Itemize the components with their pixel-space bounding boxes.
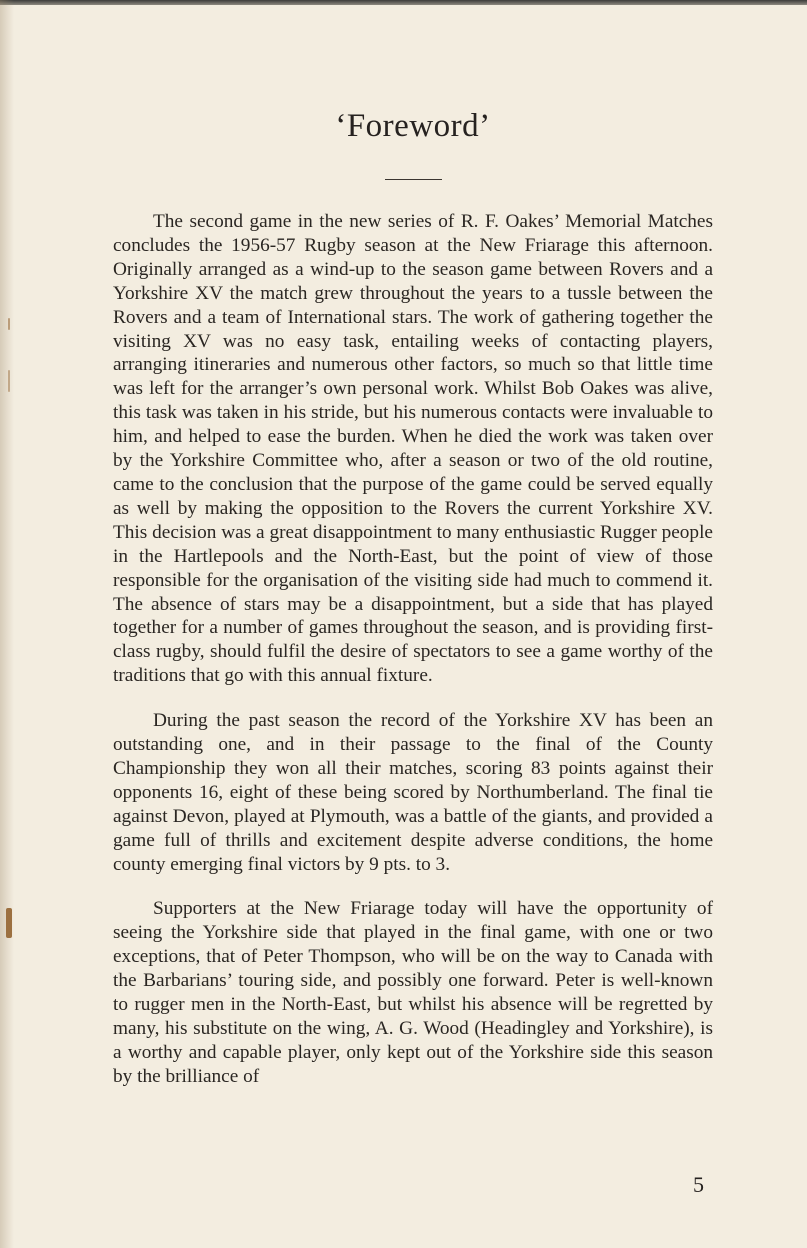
- paper-mark: [6, 908, 12, 938]
- title-rule: [385, 179, 442, 180]
- page-title: ‘Foreword’: [335, 108, 491, 144]
- binding-shadow: [0, 0, 14, 1248]
- page-number: 5: [693, 1172, 704, 1197]
- paragraph: During the past season the record of the Yorkshire XV has been an outstanding one, and in their passage to the final of the County Championship they won all their matches, scoring 83 points against their opponents 16, eight of these being scored by Northumberland. The final tie against Devon, played at Plymouth, was a battle of the giants, and provided a game full of thrills and excitement despite adverse conditions, the home county emerging final victors by 9 pts. to 3.: [113, 710, 713, 875]
- paragraph: Supporters at the New Friarage today will have the opportunity of seeing the Yorkshire side that played in the final game, with one or two exceptions, that of Peter Thompson, who will be on the way to Canada with the Barbarians’ touring side, and possibly one forward. Peter is well-known to rugger men in the North-East, but whilst his absence will be regretted by many, his substitute on the wing, A. G. Wood (Headingley and Yorkshire), is a worthy and capable player, only kept out of the Yorkshire side this season by the brilliance of: [113, 898, 713, 1087]
- paper-mark: [8, 370, 10, 392]
- page-top-edge: [0, 0, 807, 5]
- paper-mark: [8, 318, 10, 330]
- document-page: [113, 100, 713, 1089]
- paragraph: The second game in the new series of R. F. Oakes’ Memorial Matches concludes the 1956-57 Rugby season at the New Friarage this afternoon. Originally arranged as a wind-up to the season game between Rovers and a Yorkshire XV the match grew throughout the years to a tussle between the Rovers and a team of International stars. The work of gathering together the visiting XV was no easy task, entailing weeks of contacting players, arranging itineraries and numerous other factors, so much so that little time was left for the arranger’s own personal work. Whilst Bob Oakes was alive, this task was taken in his stride, but his numerous contacts were invaluable to him, and helped to ease the burden. When he died the work was taken over by the Yorkshire Committee who, after a season or two of the old routine, came to the conclusion that the purpose of the game could be served equally as well by making the opposition to the Rovers the current Yorkshire XV. This decision was a great disappointment to many enthusiastic Rugger people in the Hartlepools and the North-East, but the point of view of those responsible for the organisation of the visiting side had much to commend it. The absence of stars may be a disappointment, but a side that has played together for a number of games throughout the season, and is providing first-class rugby, should fulfil the desire of spectators to see a game worthy of the traditions that go with this annual fixture.: [113, 211, 713, 687]
